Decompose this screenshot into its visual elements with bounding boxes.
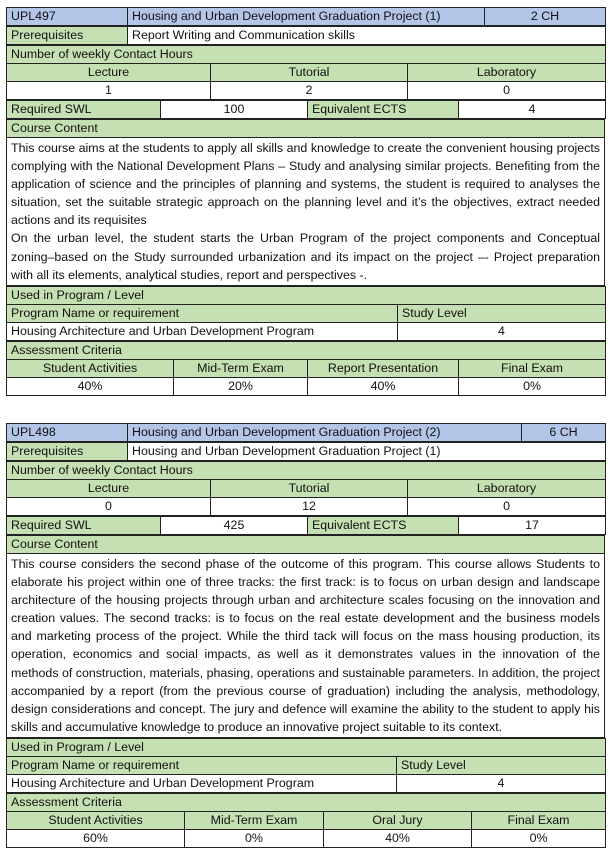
program-name-header: Program Name or requirement (7, 756, 397, 774)
swl-ects-row (7, 101, 606, 119)
laboratory-value: 0 (408, 82, 606, 100)
assessment-header: Student Activities (7, 359, 174, 377)
laboratory-header: Laboratory (408, 64, 606, 82)
course-code: UPL497 (7, 8, 128, 26)
lecture-value: 1 (7, 82, 211, 100)
assessment-table (6, 793, 606, 848)
study-level-header: Study Level (398, 304, 606, 322)
assessment-header-row (7, 811, 606, 829)
course-code: UPL498 (7, 424, 128, 442)
course-content-paragraph: This course considers the second phase of the outcome of this program. This course allows Students to elaborate his project within one of three tracks: the first track: is to focus on urban design and landscape architecture of the housing projects through urban and architecture scales focusing on the innovation and creation values. The second tracks: is to focus on the real estate development and the business models and marketing process of the project. While the third tack will focus on the mass housing production, its operation, economics and social impacts, as well as it demonstrates values in the innovation of the methods of construction, materials, phasing, operations and sustainable parameters. In addition, the project accompanied by a report (from the previous course of graduation) including the analysis, methodology, design considerations and concept. The jury and defence will examine the ability to the student to apply his skills and accumulative knowledge to produce an innovative project suitable to its context. (11, 557, 600, 734)
assessment-header: Mid-Term Exam (185, 811, 324, 829)
assessment-value: 40% (324, 829, 472, 847)
program-level-table (6, 738, 606, 793)
contact-hours-header-row (7, 64, 606, 82)
assessment-label: Assessment Criteria (7, 341, 606, 359)
study-level: 4 (397, 774, 606, 792)
study-level-header: Study Level (397, 756, 606, 774)
prerequisites-value: Report Writing and Communication skills (128, 27, 606, 45)
ects-label: Equivalent ECTS (308, 517, 459, 535)
tutorial-header: Tutorial (211, 480, 408, 498)
used-in-label: Used in Program / Level (7, 286, 606, 304)
course-table-upl497 (6, 7, 605, 396)
assessment-header-row (7, 359, 606, 377)
swl-value: 425 (161, 517, 308, 535)
program-header-row (7, 756, 606, 774)
course-content-label: Course Content (7, 120, 605, 138)
swl-ects-table (6, 516, 606, 535)
used-in-label: Used in Program / Level (7, 738, 606, 756)
tutorial-value: 12 (211, 498, 408, 516)
program-value-row (7, 774, 606, 792)
ects-value: 17 (459, 517, 606, 535)
course-header-table (6, 423, 606, 442)
swl-label: Required SWL (7, 517, 161, 535)
program-name: Housing Architecture and Urban Development Program (7, 774, 397, 792)
swl-label: Required SWL (7, 101, 161, 119)
assessment-value: 60% (7, 829, 185, 847)
contact-hours-value-row (7, 82, 606, 100)
credit-hours: 2 CH (485, 8, 606, 26)
assessment-table (6, 341, 606, 396)
course-content-paragraph: This course aims at the students to apply all skills and knowledge to create the convenient housing projects complying with the National Development Plans – Study and analysing similar projects. Benefiting from the application of science and the principles of planning and systems, the student is required to analyses the situation, set the suitable strategic approach on the planning level and it’s the objectives, extract needed actions and its requisites (11, 141, 600, 228)
assessment-header: Final Exam (472, 811, 606, 829)
contact-hours-label: Number of weekly Contact Hours (7, 46, 606, 64)
laboratory-header: Laboratory (408, 480, 606, 498)
course-title-row (7, 424, 606, 442)
tutorial-value: 2 (211, 82, 408, 100)
course-title-row (7, 8, 606, 26)
assessment-label: Assessment Criteria (7, 793, 606, 811)
course-content-text (7, 138, 605, 286)
course-title: Housing and Urban Development Graduation Project (1) (128, 8, 485, 26)
assessment-header: Student Activities (7, 811, 185, 829)
program-name-header: Program Name or requirement (7, 304, 398, 322)
assessment-value: 40% (308, 377, 459, 395)
program-name: Housing Architecture and Urban Development Program (7, 322, 398, 340)
lecture-value: 0 (7, 498, 211, 516)
assessment-value: 0% (472, 829, 606, 847)
assessment-value: 40% (7, 377, 174, 395)
prerequisites-table (6, 442, 606, 461)
assessment-header: Mid-Term Exam (174, 359, 308, 377)
study-level: 4 (398, 322, 606, 340)
prerequisites-value: Housing and Urban Development Graduation Project (1) (128, 443, 606, 461)
course-table-upl498 (6, 423, 605, 848)
assessment-value: 0% (185, 829, 324, 847)
prerequisites-label: Prerequisites (7, 27, 128, 45)
program-level-table (6, 286, 606, 341)
contact-hours-label: Number of weekly Contact Hours (7, 462, 606, 480)
prerequisites-row (7, 27, 606, 45)
assessment-value: 20% (174, 377, 308, 395)
course-header-table (6, 7, 606, 26)
assessment-header: Report Presentation (308, 359, 459, 377)
course-content-text (7, 554, 605, 738)
laboratory-value: 0 (408, 498, 606, 516)
tutorial-header: Tutorial (211, 64, 408, 82)
ects-value: 4 (459, 101, 606, 119)
assessment-value: 0% (459, 377, 606, 395)
course-content-table (6, 119, 605, 286)
credit-hours: 6 CH (522, 424, 606, 442)
prerequisites-row (7, 443, 606, 461)
assessment-header: Final Exam (459, 359, 606, 377)
course-title: Housing and Urban Development Graduation Project (2) (128, 424, 522, 442)
program-value-row (7, 322, 606, 340)
ects-label: Equivalent ECTS (308, 101, 459, 119)
contact-hours-table (6, 45, 606, 100)
course-content-label: Course Content (7, 536, 605, 554)
lecture-header: Lecture (7, 64, 211, 82)
contact-hours-table (6, 461, 606, 516)
assessment-value-row (7, 377, 606, 395)
swl-ects-row (7, 517, 606, 535)
course-content-table (6, 535, 605, 738)
prerequisites-table (6, 26, 606, 45)
swl-ects-table (6, 100, 606, 119)
program-header-row (7, 304, 606, 322)
assessment-header: Oral Jury (324, 811, 472, 829)
lecture-header: Lecture (7, 480, 211, 498)
course-content-paragraph: On the urban level, the student starts the Urban Program of the project components and Conceptual zoning–based on the Study surrounded urbanization and its impact on the project –- Project preparation with all its elements, analytical studies, report and perspectives -. (11, 231, 600, 282)
contact-hours-value-row (7, 498, 606, 516)
prerequisites-label: Prerequisites (7, 443, 128, 461)
contact-hours-header-row (7, 480, 606, 498)
swl-value: 100 (161, 101, 308, 119)
assessment-value-row (7, 829, 606, 847)
